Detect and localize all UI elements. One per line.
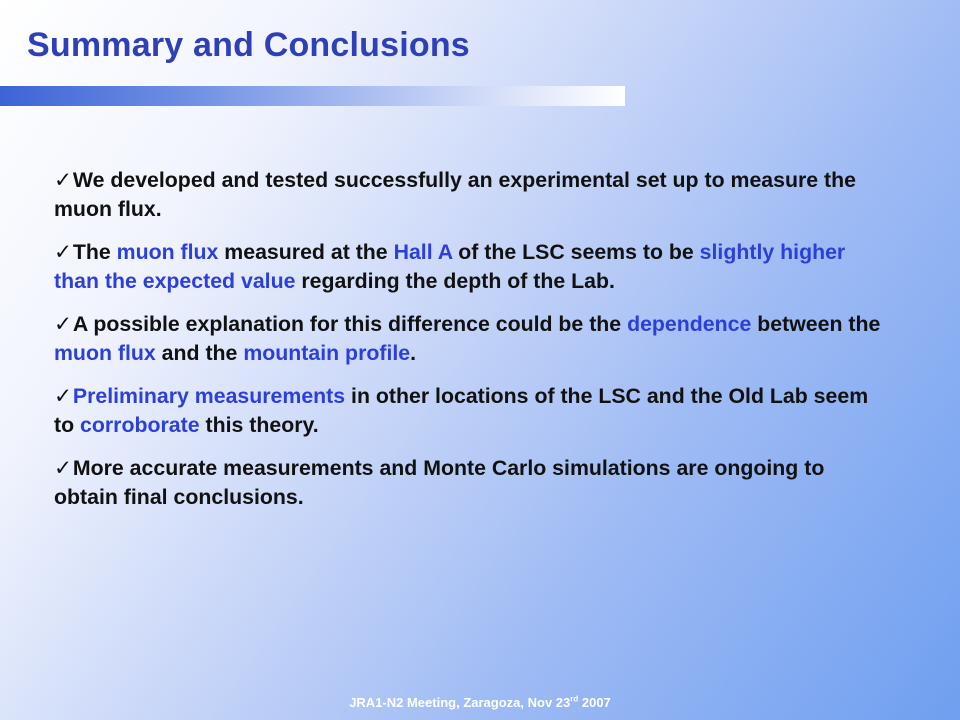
bullet-text: . [410,341,417,365]
checkmark-icon: ✓ [54,312,72,336]
bullet-text: in other locations of the LSC and the Old Lab seem to [54,384,869,437]
bullet-text: We developed and tested successfully an experimental set up to measure the muon flux. [54,168,856,221]
bullet-item [54,238,894,296]
bullet-text: regarding the depth of the Lab. [295,269,615,293]
footer-year: 2007 [578,695,611,710]
checkmark-icon: ✓ [54,456,72,480]
checkmark-icon: ✓ [54,168,72,192]
slide-title: Summary and Conclusions [27,26,470,64]
bullet-item [54,382,894,440]
highlighted-text: Preliminary measurements [72,384,346,408]
bullet-text: A possible explanation for this difference could be the [72,312,628,336]
checkmark-icon: ✓ [54,384,72,408]
bullet-text: of the LSC seems to be [452,240,700,264]
bullet-item [54,454,894,512]
bullet-text: between the [751,312,881,336]
bullet-text: and the [155,341,244,365]
highlighted-text: Hall A [393,240,453,264]
highlighted-text: corroborate [80,413,200,437]
bullet-text: this theory. [199,413,319,437]
highlighted-text: muon flux [116,240,219,264]
bullet-text: The [72,240,117,264]
bullet-item [54,166,894,224]
highlighted-text: dependence [627,312,752,336]
title-underline-bar [0,86,625,106]
footer-text: JRA1-N2 Meeting, Zaragoza, Nov 23 [349,695,571,710]
bullet-text: More accurate measurements and Monte Carlo simulations are ongoing to obtain final conclusions. [54,456,825,509]
checkmark-icon: ✓ [54,240,72,264]
bullet-item [54,310,894,368]
highlighted-text: mountain profile [243,341,411,365]
footer-superscript: rd [570,694,579,704]
highlighted-text: muon flux [54,341,156,365]
bullet-list [54,166,894,526]
bullet-text: measured at the [218,240,394,264]
highlighted-text: slightly higher than the expected value [54,240,846,293]
slide-footer [0,695,960,710]
